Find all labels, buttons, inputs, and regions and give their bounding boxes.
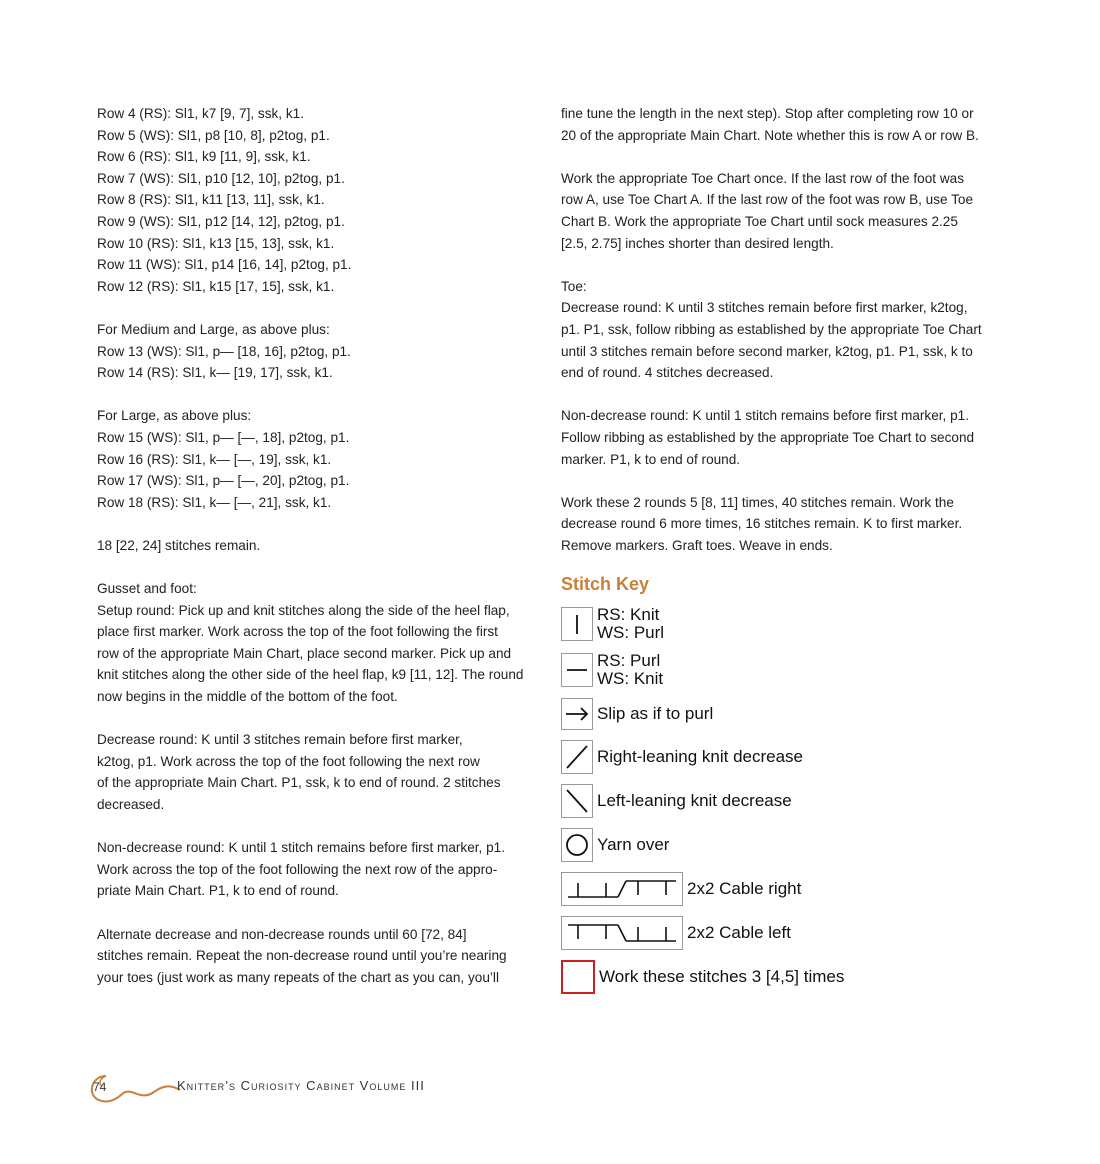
- key-cable-left: [561, 916, 1011, 950]
- medium-large-rows: [97, 319, 542, 384]
- key-label: Slip as if to purl: [597, 704, 714, 724]
- text-line: Row 12 (RS): Sl1, k15 [17, 15], ssk, k1.: [97, 278, 335, 294]
- gusset-paragraph: [97, 578, 542, 708]
- forward-slash-icon: [561, 740, 593, 774]
- text-line: Alternate decrease and non-decrease rounds until 60 [72, 84]: [97, 926, 467, 942]
- text-line: Row 8 (RS): Sl1, k11 [13, 11], ssk, k1.: [97, 192, 325, 208]
- text-line: Chart B. Work the appropriate Toe Chart until sock measures 2.25: [561, 213, 958, 229]
- text-line: decrease round 6 more times, 16 stitches remain. K to first marker.: [561, 516, 963, 532]
- key-slip: [561, 698, 1011, 730]
- text-line: end of round. 4 stitches decreased.: [561, 365, 774, 381]
- finish-paragraph: [561, 492, 1011, 557]
- horizontal-bar-icon: [561, 653, 593, 687]
- text-line: Non-decrease round: K until 1 stitch remains before first marker, p1.: [561, 408, 969, 424]
- text-line: Row 15 (WS): Sl1, p— [—, 18], p2tog, p1.: [97, 429, 350, 445]
- text-line: of the appropriate Main Chart. P1, ssk, k to end of round. 2 stitches: [97, 775, 501, 791]
- circle-icon: [561, 828, 593, 862]
- text-line: marker. P1, k to end of round.: [561, 451, 741, 467]
- text-line: Row 10 (RS): Sl1, k13 [15, 13], ssk, k1.: [97, 235, 335, 251]
- right-arrow-icon: [561, 698, 593, 730]
- text-line: Row 7 (WS): Sl1, p10 [12, 10], p2tog, p1.: [97, 170, 345, 186]
- text-line: Work these 2 rounds 5 [8, 11] times, 40 stitches remain. Work the: [561, 494, 954, 510]
- key-label: RS: Purl: [597, 651, 661, 671]
- text-line: Non-decrease round: K until 1 stitch remains before first marker, p1.: [97, 840, 505, 856]
- text-line: Row 14 (RS): Sl1, k— [19, 17], ssk, k1.: [97, 365, 333, 381]
- stitch-key: [561, 572, 1011, 994]
- text-line: until 3 stitches remain before second marker, k2tog, p1. P1, ssk, k to: [561, 343, 973, 359]
- text-line: Row 4 (RS): Sl1, k7 [9, 7], ssk, k1.: [97, 106, 304, 121]
- text-line: Toe:: [561, 278, 587, 294]
- key-label: RS: Knit: [597, 605, 660, 625]
- text-line: Row 9 (WS): Sl1, p12 [14, 12], p2tog, p1.: [97, 213, 345, 229]
- left-column: [97, 103, 542, 1010]
- text-line: For Medium and Large, as above plus:: [97, 321, 330, 337]
- back-slash-icon: [561, 784, 593, 818]
- key-label: Left-leaning knit decrease: [597, 791, 792, 811]
- vertical-bar-icon: [561, 607, 593, 641]
- text-line: 18 [22, 24] stitches remain.: [97, 537, 261, 553]
- text-line: k2tog, p1. Work across the top of the foot following the next row: [97, 753, 480, 769]
- text-line: now begins in the middle of the bottom of the foot.: [97, 689, 398, 705]
- text-line: Follow ribbing as established by the appropriate Toe Chart to second: [561, 429, 975, 445]
- key-label: WS: Knit: [597, 669, 664, 689]
- key-label: 2x2 Cable left: [687, 923, 791, 943]
- text-line: 20 of the appropriate Main Chart. Note whether this is row A or row B.: [561, 127, 979, 143]
- key-label: Work these stitches 3 [4,5] times: [599, 967, 845, 987]
- key-cable-right: [561, 872, 1011, 906]
- right-column: [561, 103, 1011, 1004]
- text-line: your toes (just work as many repeats of the chart as you can, you’ll: [97, 969, 499, 985]
- text-line: stitches remain. Repeat the non-decrease round until you’re nearing: [97, 948, 507, 964]
- red-square-icon: [561, 960, 595, 994]
- toe-chart-paragraph: [561, 168, 1011, 254]
- heel-rows: [97, 103, 542, 297]
- cable-left-icon: [561, 916, 683, 950]
- text-line: Setup round: Pick up and knit stitches along the side of the heel flap,: [97, 602, 510, 618]
- key-label: Yarn over: [597, 835, 670, 855]
- stitches-remain: [97, 535, 542, 557]
- text-line: Remove markers. Graft toes. Weave in ends.: [561, 537, 833, 553]
- decrease-paragraph: [97, 729, 542, 815]
- text-line: Row 16 (RS): Sl1, k— [—, 19], ssk, k1.: [97, 451, 332, 467]
- text-line: row A, use Toe Chart A. If the last row of the foot was row B, use Toe: [561, 192, 974, 208]
- text-line: place first marker. Work across the top of the foot following the first: [97, 624, 498, 640]
- key-left-decrease: [561, 784, 1011, 818]
- text-line: [2.5, 2.75] inches shorter than desired length.: [561, 235, 834, 251]
- text-line: Row 5 (WS): Sl1, p8 [10, 8], p2tog, p1.: [97, 127, 330, 143]
- text-line: row of the appropriate Main Chart, place second marker. Pick up and: [97, 645, 512, 661]
- text-line: fine tune the length in the next step). Stop after completing row 10 or: [561, 106, 974, 121]
- text-line: Decrease round: K until 3 stitches remain before first marker,: [97, 732, 463, 748]
- key-knit: [561, 606, 1011, 642]
- text-line: For Large, as above plus:: [97, 408, 252, 424]
- text-line: priate Main Chart. P1, k to end of round.: [97, 883, 339, 899]
- book-title: Knitter’s Curiosity Cabinet Volume III: [177, 1078, 425, 1093]
- fine-tune-paragraph: [561, 103, 1011, 146]
- key-label: Right-leaning knit decrease: [597, 747, 804, 767]
- key-repeat: [561, 960, 1011, 994]
- toe-paragraph: [561, 276, 1011, 384]
- key-purl: [561, 652, 1011, 688]
- text-line: p1. P1, ssk, follow ribbing as established by the appropriate Toe Chart: [561, 321, 982, 337]
- alternate-paragraph: [97, 924, 542, 989]
- key-label: WS: Purl: [597, 623, 665, 643]
- page-footer: [84, 1068, 504, 1108]
- toe-non-decrease-paragraph: [561, 405, 1011, 470]
- key-right-decrease: [561, 740, 1011, 774]
- text-line: Row 18 (RS): Sl1, k— [—, 21], ssk, k1.: [97, 494, 332, 510]
- non-decrease-paragraph: [97, 837, 542, 902]
- page-number: 74: [93, 1080, 107, 1094]
- text-line: decreased.: [97, 797, 165, 812]
- text-line: Work the appropriate Toe Chart once. If the last row of the foot was: [561, 170, 964, 186]
- text-line: Row 6 (RS): Sl1, k9 [11, 9], ssk, k1.: [97, 149, 311, 165]
- large-rows: [97, 405, 542, 513]
- cable-right-icon: [561, 872, 683, 906]
- stitch-key-title: Stitch Key: [561, 574, 650, 595]
- key-yarn-over: [561, 828, 1011, 862]
- text-line: Row 11 (WS): Sl1, p14 [16, 14], p2tog, p1.: [97, 257, 352, 273]
- text-line: knit stitches along the other side of the heel flap, k9 [11, 12]. The round: [97, 667, 524, 683]
- text-line: Row 17 (WS): Sl1, p— [—, 20], p2tog, p1.: [97, 473, 350, 489]
- text-line: Gusset and foot:: [97, 581, 197, 597]
- text-line: Work across the top of the foot following the next row of the appro-: [97, 861, 498, 877]
- text-line: Row 13 (WS): Sl1, p— [18, 16], p2tog, p1.: [97, 343, 351, 359]
- text-line: Decrease round: K until 3 stitches remain before first marker, k2tog,: [561, 300, 968, 316]
- key-label: 2x2 Cable right: [687, 879, 802, 899]
